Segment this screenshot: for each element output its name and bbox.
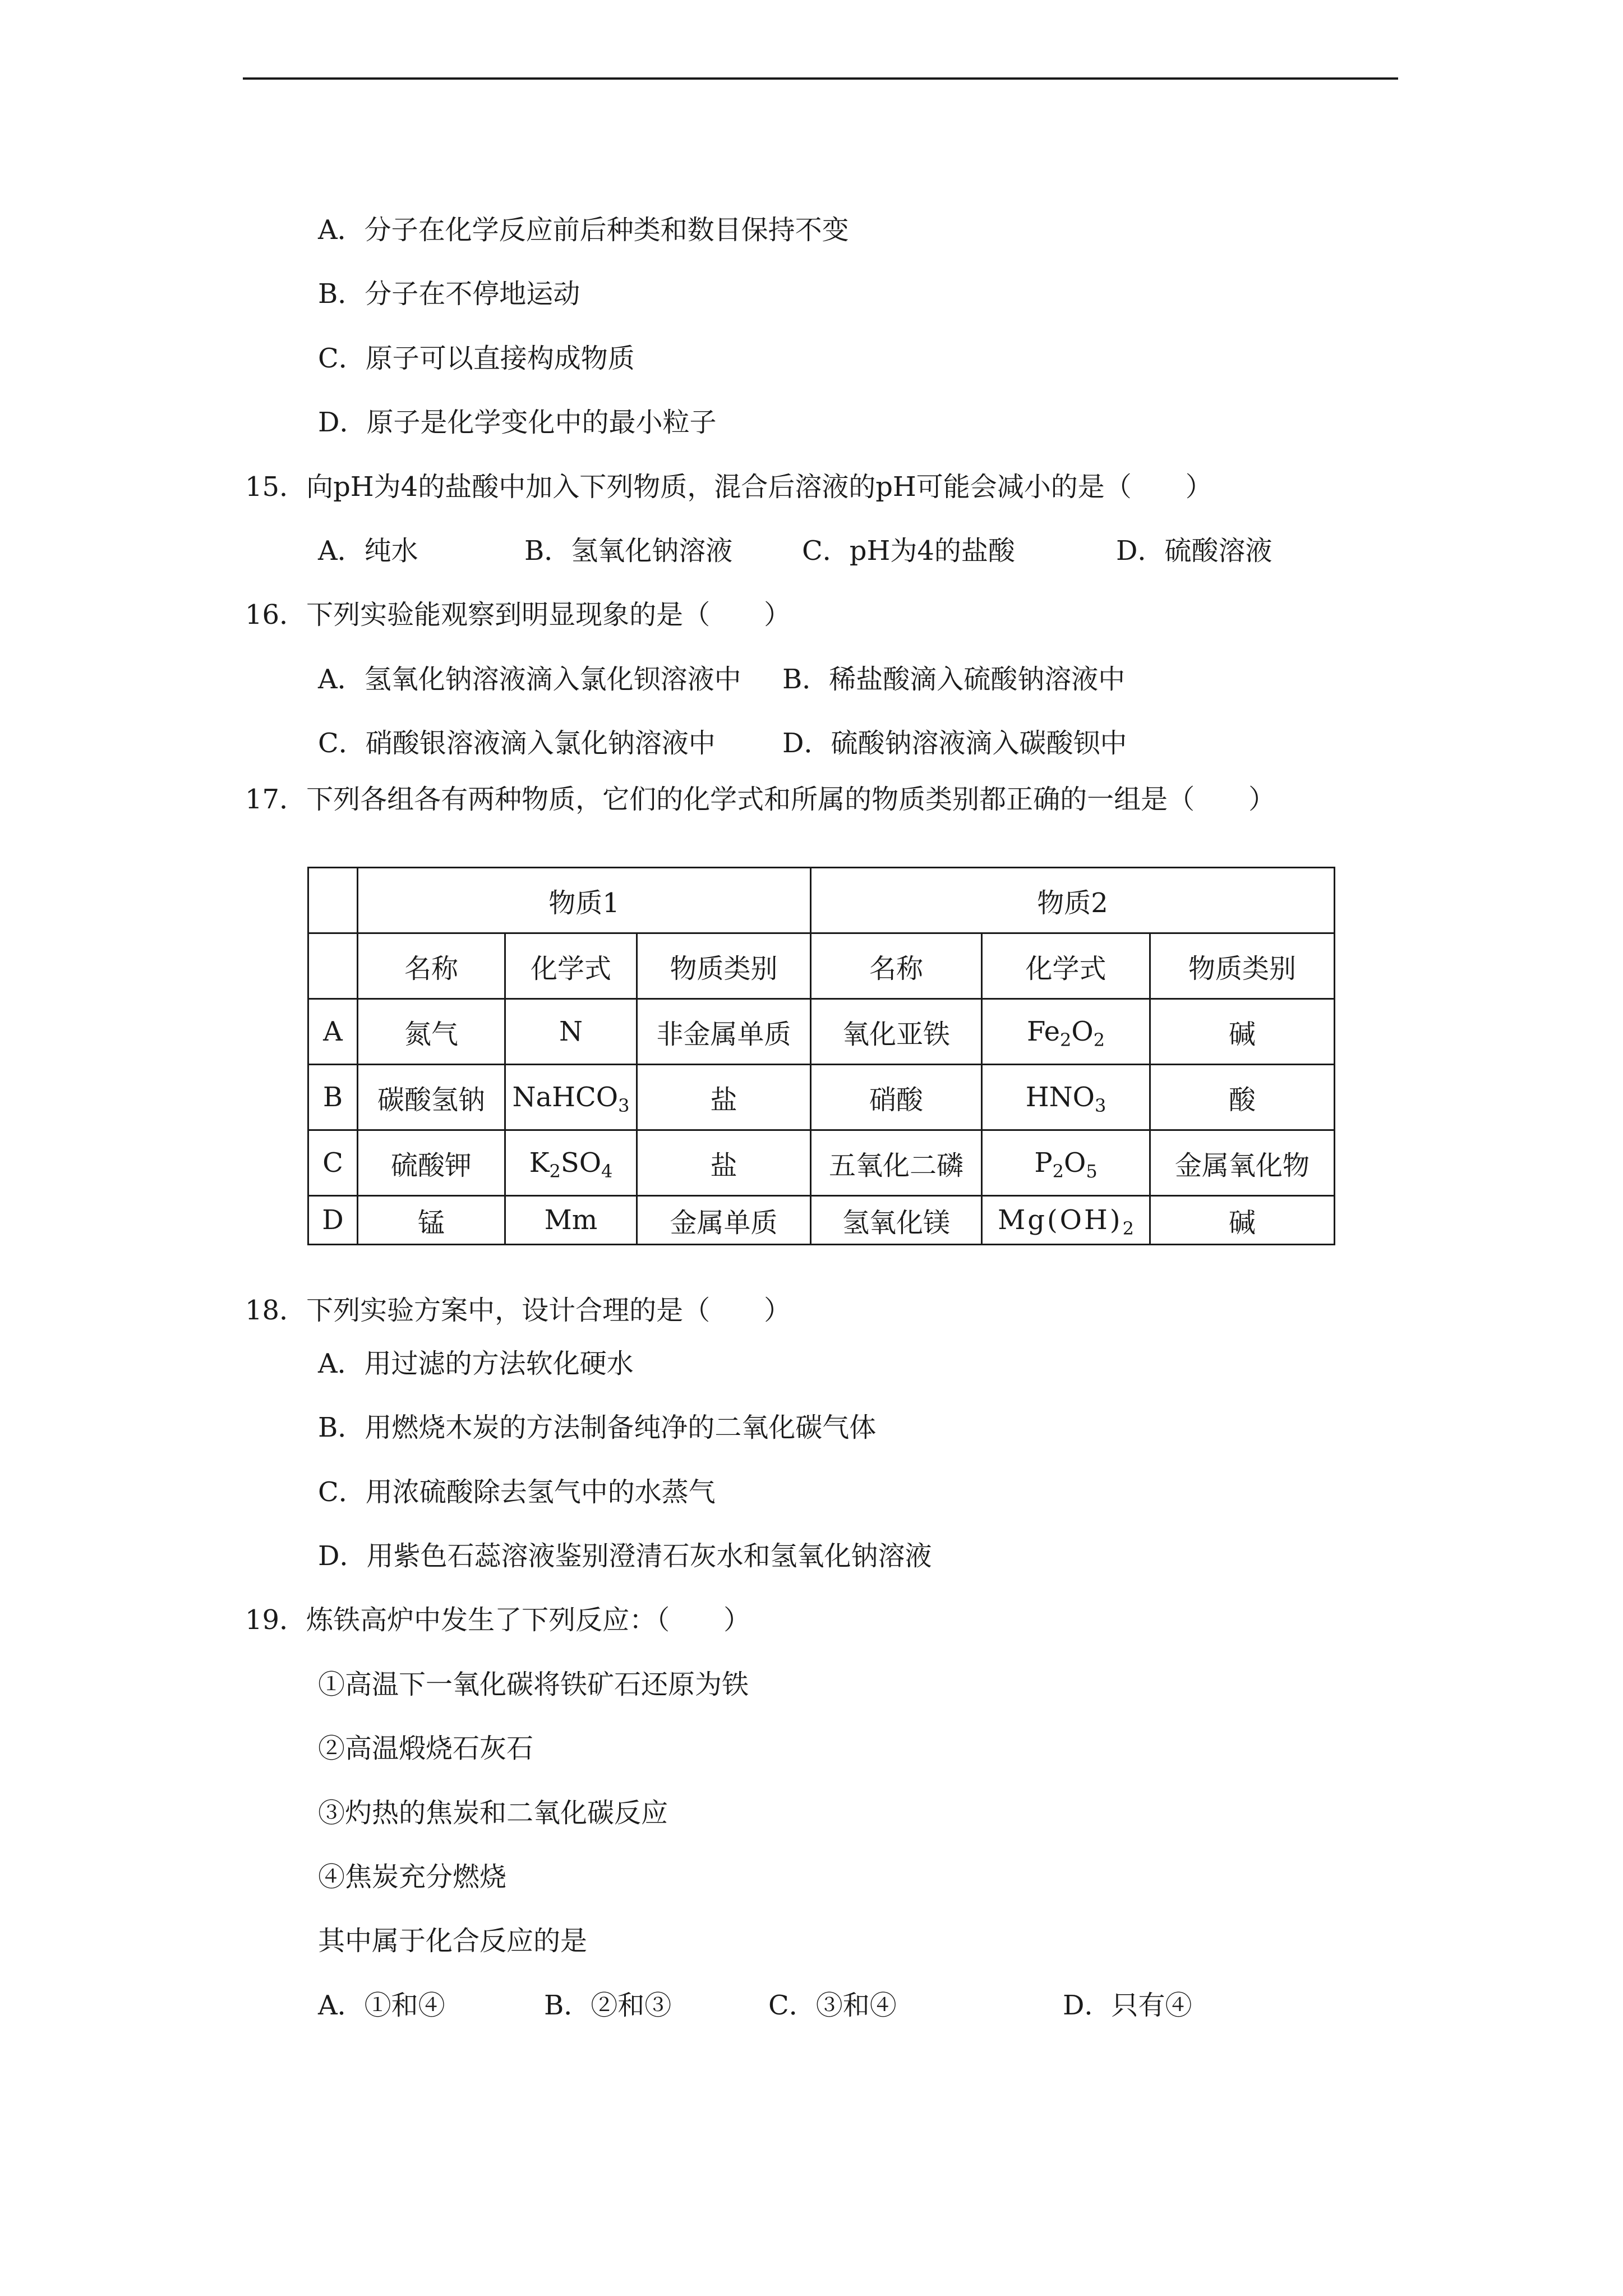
substance-2-formula: $Fe_2O_2$ <box>982 999 1150 1065</box>
q18-option-b: B．用燃烧木炭的方法制备纯净的二氧化碳气体 <box>318 1412 877 1443</box>
table-blank-cell <box>308 933 358 999</box>
q16-option-b: B．稀盐酸滴入硫酸钠溶液中 <box>782 664 1126 695</box>
substance-table <box>307 867 1335 1245</box>
table-corner-cell <box>308 868 358 933</box>
table-column-header-row <box>308 933 1335 999</box>
substance-1-name: 锰 <box>358 1196 505 1245</box>
substance-2-category: 酸 <box>1150 1065 1335 1130</box>
substance-1-formula: $K_2SO_4$ <box>505 1130 637 1196</box>
col-formula-1: 化学式 <box>505 933 637 999</box>
q18-option-a: A．用过滤的方法软化硬水 <box>318 1348 634 1379</box>
table-row <box>308 1130 1335 1196</box>
table-row <box>308 999 1335 1065</box>
substance-2-category: 碱 <box>1150 999 1335 1065</box>
q17-stem: 17．下列各组各有两种物质，它们的化学式和所属的物质类别都正确的一组是（ ） <box>245 784 1276 815</box>
q16-option-d: D．硫酸钠溶液滴入碳酸钡中 <box>782 728 1127 759</box>
substance-1-category: 盐 <box>637 1130 811 1196</box>
substance-2-category: 碱 <box>1150 1196 1335 1245</box>
table-group-header-row <box>308 868 1335 933</box>
q18-option-d: D．用紫色石蕊溶液鉴别澄清石灰水和氢氧化钠溶液 <box>318 1540 932 1572</box>
q19-question: 其中属于化合反应的是 <box>318 1925 588 1957</box>
q19-item-1: ①高温下一氧化碳将铁矿石还原为铁 <box>318 1669 749 1700</box>
q16-option-c: C．硝酸银溶液滴入氯化钠溶液中 <box>318 728 716 759</box>
col-category-2: 物质类别 <box>1150 933 1335 999</box>
q19-option-a: A．①和④ <box>318 1990 445 2021</box>
q15-option-a: A．纯水 <box>318 535 418 567</box>
substance-2-formula: $Mg(OH)_2$ <box>982 1196 1150 1245</box>
col-category-1: 物质类别 <box>637 933 811 999</box>
q19-option-d: D．只有④ <box>1063 1990 1192 2021</box>
substance-1-category: 金属单质 <box>637 1196 811 1245</box>
group-2-header: 物质2 <box>811 868 1335 933</box>
row-key: A <box>308 999 358 1065</box>
q19-stem: 19．炼铁高炉中发生了下列反应：（ ） <box>245 1604 751 1636</box>
row-key: C <box>308 1130 358 1196</box>
table-row <box>308 1065 1335 1130</box>
substance-2-name: 硝酸 <box>811 1065 982 1130</box>
substance-1-name: 碳酸氢钠 <box>358 1065 505 1130</box>
col-formula-2: 化学式 <box>982 933 1150 999</box>
q15-option-b: B．氢氧化钠溶液 <box>524 535 733 567</box>
q15-option-d: D．硫酸溶液 <box>1116 535 1272 567</box>
q15-stem: 15．向pH为4的盐酸中加入下列物质，混合后溶液的pH可能会减小的是（ ） <box>245 471 1212 503</box>
substance-2-category: 金属氧化物 <box>1150 1130 1335 1196</box>
col-name-2: 名称 <box>811 933 982 999</box>
q15-option-c: C．pH为4的盐酸 <box>802 535 1015 567</box>
substance-2-name: 氢氧化镁 <box>811 1196 982 1245</box>
q19-item-4: ④焦炭充分燃烧 <box>318 1861 507 1893</box>
q18-option-c: C．用浓硫酸除去氢气中的水蒸气 <box>318 1476 716 1508</box>
header-rule <box>243 77 1398 80</box>
substance-2-name: 五氧化二磷 <box>811 1130 982 1196</box>
q14-option-a: A．分子在化学反应前后种类和数目保持不变 <box>318 214 849 246</box>
q18-stem: 18．下列实验方案中，设计合理的是（ ） <box>245 1295 791 1326</box>
col-name-1: 名称 <box>358 933 505 999</box>
q16-stem: 16．下列实验能观察到明显现象的是（ ） <box>245 599 791 631</box>
substance-1-formula: N <box>505 999 637 1065</box>
substance-1-category: 盐 <box>637 1065 811 1130</box>
group-1-header: 物质1 <box>358 868 811 933</box>
substance-2-formula: $HNO_3$ <box>982 1065 1150 1130</box>
q19-item-2: ②高温煅烧石灰石 <box>318 1733 534 1764</box>
substance-1-formula: Mm <box>505 1196 637 1245</box>
q19-item-3: ③灼热的焦炭和二氧化碳反应 <box>318 1797 668 1829</box>
substance-1-formula: NaHCO$_3$ <box>505 1065 637 1130</box>
table-row <box>308 1196 1335 1245</box>
q19-option-c: C．③和④ <box>768 1990 897 2021</box>
row-key: B <box>308 1065 358 1130</box>
row-key: D <box>308 1196 358 1245</box>
substance-2-name: 氧化亚铁 <box>811 999 982 1065</box>
q19-option-b: B．②和③ <box>544 1990 672 2021</box>
substance-1-category: 非金属单质 <box>637 999 811 1065</box>
q14-option-d: D．原子是化学变化中的最小粒子 <box>318 407 717 438</box>
substance-1-name: 硫酸钾 <box>358 1130 505 1196</box>
q14-option-b: B．分子在不停地运动 <box>318 278 580 310</box>
substance-1-name: 氮气 <box>358 999 505 1065</box>
substance-2-formula: $P_2O_5$ <box>982 1130 1150 1196</box>
q16-option-a: A．氢氧化钠溶液滴入氯化钡溶液中 <box>318 664 741 695</box>
q14-option-c: C．原子可以直接构成物质 <box>318 343 635 374</box>
